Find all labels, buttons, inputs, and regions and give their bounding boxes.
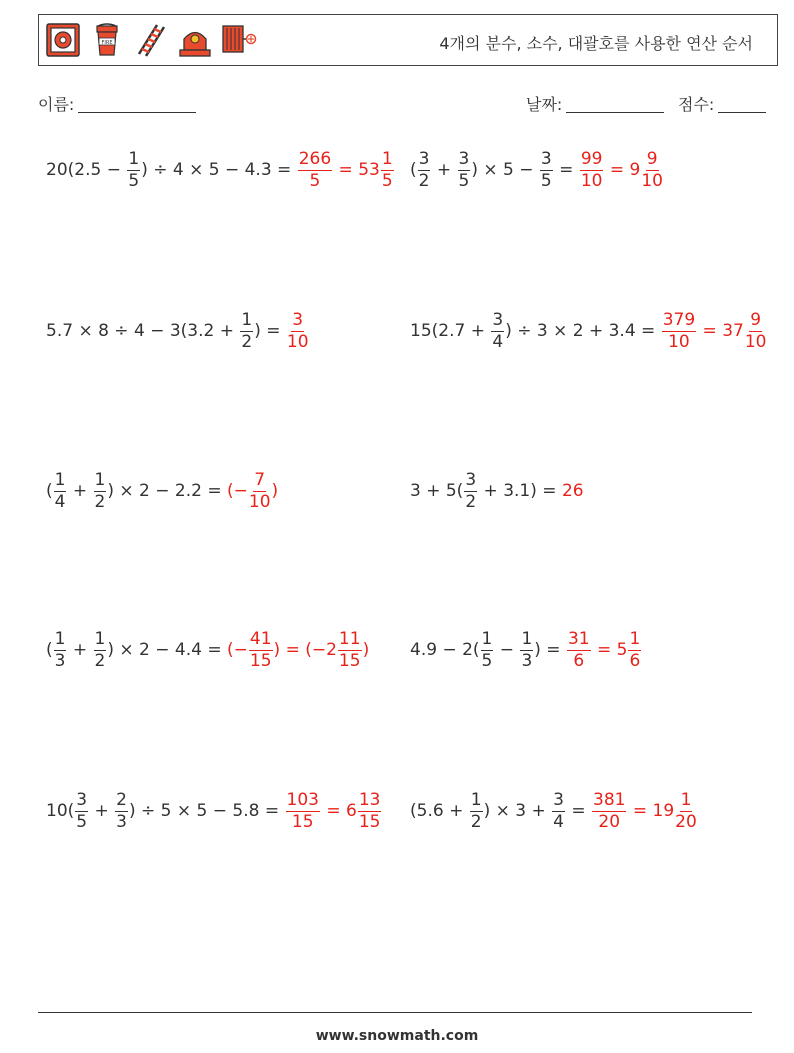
problem-4 bbox=[410, 301, 767, 361]
date-blank-line bbox=[566, 98, 664, 113]
fraction bbox=[641, 148, 663, 191]
fraction bbox=[54, 628, 67, 671]
fraction-numerator: 3 bbox=[492, 309, 504, 330]
fraction-numerator: 1 bbox=[128, 148, 140, 169]
fraction bbox=[628, 628, 641, 671]
problem-8 bbox=[410, 620, 642, 680]
fraction-numerator: 381 bbox=[593, 789, 626, 810]
fraction bbox=[675, 789, 697, 832]
fraction-numerator: 9 bbox=[646, 148, 658, 169]
fraction-numerator: 41 bbox=[249, 628, 272, 649]
fraction-denominator: 6 bbox=[573, 650, 585, 671]
score-label: 점수: bbox=[678, 95, 715, 114]
expression-text: = 5 bbox=[591, 640, 628, 660]
problem-2 bbox=[410, 140, 664, 200]
expression-text: = 19 bbox=[627, 801, 675, 821]
fraction bbox=[567, 628, 591, 671]
name-label: 이름: bbox=[38, 95, 75, 114]
fraction-numerator: 99 bbox=[580, 148, 603, 169]
footer-divider bbox=[38, 1012, 752, 1013]
expression-text: 20(2.5 − bbox=[46, 160, 127, 180]
footer-url: www.snowmath.com bbox=[315, 1028, 479, 1044]
expression-text: 15(2.7 + bbox=[410, 321, 491, 341]
problem-question bbox=[410, 628, 566, 671]
name-field bbox=[38, 92, 196, 115]
fraction bbox=[338, 628, 362, 671]
fraction-denominator: 2 bbox=[418, 170, 430, 191]
problem-3 bbox=[46, 301, 310, 361]
expression-text: = bbox=[553, 160, 579, 180]
fraction bbox=[94, 628, 107, 671]
fraction-numerator: 3 bbox=[292, 309, 304, 330]
problem-5 bbox=[46, 461, 278, 521]
fire-alarm-icon bbox=[45, 22, 81, 58]
fraction-denominator: 10 bbox=[641, 170, 663, 191]
fraction-denominator: 2 bbox=[241, 331, 253, 352]
problem-question bbox=[46, 628, 227, 671]
fraction-denominator: 3 bbox=[54, 650, 66, 671]
fraction-numerator: 31 bbox=[567, 628, 590, 649]
fraction bbox=[662, 309, 696, 352]
problem-10 bbox=[410, 781, 698, 841]
expression-text: = 53 bbox=[333, 160, 380, 180]
expression-text: = 9 bbox=[604, 160, 641, 180]
fraction-numerator: 1 bbox=[470, 789, 482, 810]
expression-text: = 37 bbox=[697, 321, 744, 341]
ladder-icon bbox=[133, 22, 169, 58]
fraction-numerator: 1 bbox=[381, 148, 393, 169]
fraction-denominator: 3 bbox=[521, 650, 533, 671]
fraction-numerator: 1 bbox=[54, 628, 66, 649]
expression-text: 3 + 5( bbox=[410, 481, 464, 501]
fraction-numerator: 7 bbox=[254, 469, 266, 490]
fraction-denominator: 3 bbox=[116, 811, 127, 832]
fraction-denominator: 15 bbox=[358, 811, 381, 832]
fraction-denominator: 4 bbox=[54, 491, 66, 512]
fraction-numerator: 3 bbox=[76, 789, 88, 810]
problem-answer bbox=[297, 148, 395, 191]
fraction bbox=[94, 469, 107, 512]
expression-text: ) = bbox=[534, 640, 566, 660]
fraction-denominator: 15 bbox=[338, 650, 361, 671]
fraction-denominator: 10 bbox=[744, 331, 767, 352]
expression-text: ) ÷ 5 × 5 − 5.8 = bbox=[128, 801, 285, 821]
problem-answer bbox=[286, 309, 310, 352]
fraction bbox=[358, 789, 382, 832]
siren-icon bbox=[177, 22, 213, 58]
expression-text: (5.6 + bbox=[410, 801, 469, 821]
expression-text: + bbox=[67, 640, 93, 660]
fraction-denominator: 5 bbox=[458, 170, 470, 191]
fire-bucket-icon bbox=[89, 22, 125, 58]
problem-question bbox=[410, 309, 661, 352]
fraction-denominator: 10 bbox=[580, 170, 603, 191]
fraction bbox=[491, 309, 504, 352]
expression-text: ) ÷ 3 × 2 + 3.4 = bbox=[505, 321, 661, 341]
fraction-denominator: 5 bbox=[481, 650, 493, 671]
expression-text: ) bbox=[271, 481, 279, 501]
fraction-numerator: 1 bbox=[481, 628, 493, 649]
expression-text: 5.7 × 8 ÷ 4 − 3(3.2 + bbox=[46, 321, 240, 341]
fraction bbox=[75, 789, 88, 832]
expression-text: ) bbox=[362, 640, 370, 660]
fraction-denominator: 15 bbox=[291, 811, 314, 832]
fraction-numerator: 13 bbox=[358, 789, 381, 810]
fraction-numerator: 266 bbox=[298, 148, 332, 169]
fire-hose-reel-icon bbox=[221, 22, 257, 58]
expression-text: + bbox=[431, 160, 457, 180]
expression-text: ) × 2 − 2.2 = bbox=[107, 481, 227, 501]
fraction bbox=[286, 309, 309, 352]
fraction-numerator: 1 bbox=[680, 789, 692, 810]
date-field bbox=[526, 92, 664, 115]
expression-text: + bbox=[67, 481, 93, 501]
expression-text: ) = (−2 bbox=[273, 640, 337, 660]
fraction-denominator: 5 bbox=[309, 170, 321, 191]
fraction-numerator: 1 bbox=[54, 469, 66, 490]
fraction-numerator: 11 bbox=[338, 628, 361, 649]
problem-6 bbox=[410, 461, 584, 521]
fraction bbox=[54, 469, 67, 512]
fraction-denominator: 4 bbox=[553, 811, 564, 832]
problem-question bbox=[46, 148, 297, 191]
fraction bbox=[249, 628, 273, 671]
fraction bbox=[458, 148, 471, 191]
problem-question bbox=[410, 148, 579, 191]
fraction-denominator: 5 bbox=[381, 170, 393, 191]
fraction-denominator: 20 bbox=[598, 811, 621, 832]
fraction bbox=[470, 789, 483, 832]
expression-text: ( bbox=[46, 481, 53, 501]
expression-text: ) = bbox=[254, 321, 286, 341]
fraction-denominator: 2 bbox=[470, 811, 482, 832]
fraction bbox=[115, 789, 128, 832]
fraction bbox=[744, 309, 767, 352]
fraction-numerator: 1 bbox=[94, 469, 106, 490]
expression-text: ) × 3 + bbox=[483, 801, 552, 821]
fraction-denominator: 6 bbox=[629, 650, 641, 671]
fraction-numerator: 3 bbox=[553, 789, 564, 810]
expression-text: 10( bbox=[46, 801, 75, 821]
fraction-numerator: 379 bbox=[662, 309, 696, 330]
problem-question bbox=[46, 789, 285, 832]
fraction-denominator: 2 bbox=[465, 491, 477, 512]
fraction-numerator: 103 bbox=[286, 789, 319, 810]
expression-text: + bbox=[89, 801, 115, 821]
fraction bbox=[240, 309, 253, 352]
fraction bbox=[464, 469, 477, 512]
problem-question bbox=[46, 469, 227, 512]
fraction-denominator: 10 bbox=[286, 331, 309, 352]
fraction bbox=[127, 148, 140, 191]
date-label: 날짜: bbox=[526, 95, 563, 114]
fraction-numerator: 3 bbox=[458, 148, 470, 169]
problem-answer bbox=[227, 469, 279, 512]
problem-answer bbox=[591, 789, 698, 832]
expression-text: 4.9 − 2( bbox=[410, 640, 480, 660]
fraction-numerator: 3 bbox=[465, 469, 477, 490]
fraction-numerator: 1 bbox=[521, 628, 533, 649]
fraction-denominator: 15 bbox=[249, 650, 272, 671]
fraction bbox=[286, 789, 320, 832]
fraction-denominator: 2 bbox=[94, 491, 106, 512]
fraction bbox=[520, 628, 533, 671]
problem-question bbox=[410, 789, 592, 832]
expression-text: (− bbox=[227, 640, 248, 660]
fraction-denominator: 10 bbox=[248, 491, 271, 512]
expression-text: (− bbox=[227, 481, 248, 501]
fraction-denominator: 5 bbox=[128, 170, 140, 191]
problem-answer bbox=[579, 148, 664, 191]
fraction-numerator: 1 bbox=[241, 309, 253, 330]
fraction bbox=[248, 469, 271, 512]
fraction-numerator: 9 bbox=[750, 309, 762, 330]
fraction-numerator: 3 bbox=[418, 148, 430, 169]
expression-text: ) ÷ 4 × 5 − 4.3 = bbox=[141, 160, 297, 180]
fraction bbox=[540, 148, 553, 191]
problem-9 bbox=[46, 781, 382, 841]
expression-text: 26 bbox=[561, 481, 584, 501]
problem-question bbox=[410, 469, 562, 512]
expression-text: ( bbox=[46, 640, 53, 660]
expression-text: ) × 2 − 4.4 = bbox=[107, 640, 227, 660]
fraction bbox=[481, 628, 494, 671]
svg-text:FIRE: FIRE bbox=[101, 40, 113, 46]
fraction-denominator: 4 bbox=[492, 331, 504, 352]
fraction bbox=[381, 148, 394, 191]
score-blank-line bbox=[718, 98, 766, 113]
fraction bbox=[418, 148, 431, 191]
fraction bbox=[298, 148, 332, 191]
fraction-numerator: 2 bbox=[116, 789, 127, 810]
expression-text: − bbox=[494, 640, 520, 660]
fraction bbox=[592, 789, 626, 832]
problem-answer bbox=[285, 789, 383, 832]
fraction bbox=[580, 148, 604, 191]
problem-answer bbox=[566, 628, 642, 671]
expression-text: = 6 bbox=[320, 801, 357, 821]
expression-text: ) × 5 − bbox=[471, 160, 539, 180]
fraction-denominator: 2 bbox=[94, 650, 106, 671]
expression-text: + 3.1) = bbox=[478, 481, 562, 501]
fraction-denominator: 5 bbox=[76, 811, 88, 832]
fraction-denominator: 10 bbox=[668, 331, 690, 352]
problem-answer bbox=[562, 481, 584, 501]
fraction bbox=[552, 789, 565, 832]
worksheet-title: 4개의 분수, 소수, 대괄호를 사용한 연산 순서 bbox=[439, 34, 753, 53]
header-icons bbox=[45, 22, 257, 58]
expression-text: = bbox=[565, 801, 592, 821]
expression-text: ( bbox=[410, 160, 417, 180]
worksheet-header bbox=[38, 14, 778, 66]
problem-7 bbox=[46, 620, 369, 680]
score-field bbox=[678, 92, 766, 115]
problem-question bbox=[46, 309, 286, 352]
problem-answer bbox=[227, 628, 370, 671]
fraction-denominator: 5 bbox=[540, 170, 552, 191]
problem-1 bbox=[46, 140, 395, 200]
fraction-numerator: 3 bbox=[540, 148, 552, 169]
name-blank-line bbox=[78, 98, 196, 113]
fraction-numerator: 1 bbox=[94, 628, 106, 649]
fraction-numerator: 1 bbox=[629, 628, 641, 649]
fraction-denominator: 20 bbox=[675, 811, 697, 832]
problem-answer bbox=[661, 309, 768, 352]
